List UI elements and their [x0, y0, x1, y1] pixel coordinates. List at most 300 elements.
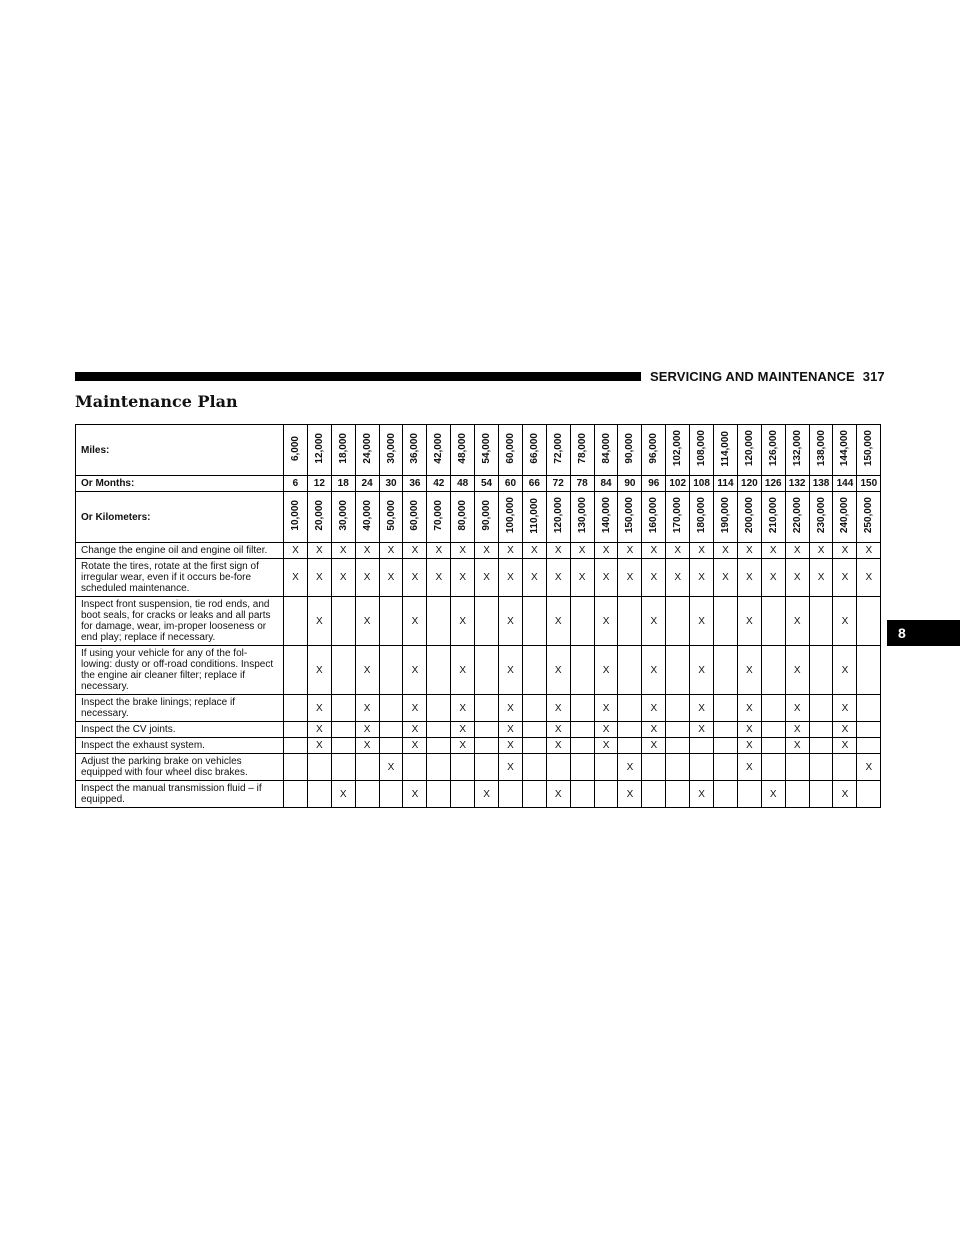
miles-value: 18,000	[337, 433, 349, 464]
header-rule	[75, 372, 641, 381]
service-mark: X	[737, 695, 761, 722]
service-row	[76, 738, 881, 754]
service-mark	[666, 738, 690, 754]
miles-cell	[833, 425, 857, 476]
miles-cell	[809, 425, 833, 476]
service-mark: X	[307, 646, 331, 695]
kilometers-cell	[833, 492, 857, 543]
service-mark: X	[355, 597, 379, 646]
service-mark	[307, 781, 331, 808]
kilometers-header-row	[76, 492, 881, 543]
service-mark	[809, 695, 833, 722]
service-mark	[666, 695, 690, 722]
kilometers-value: 80,000	[457, 500, 469, 531]
service-mark	[809, 722, 833, 738]
service-mark: X	[690, 781, 714, 808]
service-mark	[331, 695, 355, 722]
miles-value: 12,000	[313, 433, 325, 464]
service-mark: X	[690, 543, 714, 559]
service-mark: X	[642, 695, 666, 722]
service-mark	[427, 695, 451, 722]
service-mark: X	[307, 597, 331, 646]
miles-value: 30,000	[385, 433, 397, 464]
service-mark	[785, 781, 809, 808]
service-mark	[331, 722, 355, 738]
service-mark	[331, 754, 355, 781]
service-mark: X	[642, 738, 666, 754]
service-mark: X	[737, 738, 761, 754]
service-mark	[284, 597, 308, 646]
service-item-label: Inspect the CV joints.	[76, 722, 284, 738]
service-mark: X	[522, 543, 546, 559]
service-mark	[355, 781, 379, 808]
service-mark	[857, 695, 881, 722]
service-mark	[307, 754, 331, 781]
miles-cell	[427, 425, 451, 476]
months-value: 114	[714, 476, 738, 492]
service-mark: X	[618, 754, 642, 781]
service-mark	[427, 781, 451, 808]
service-mark: X	[499, 738, 523, 754]
kilometers-cell	[475, 492, 499, 543]
kilometers-value: 100,000	[504, 497, 516, 534]
kilometers-value: 90,000	[481, 500, 493, 531]
miles-cell	[284, 425, 308, 476]
service-mark	[379, 781, 403, 808]
service-mark	[809, 754, 833, 781]
service-mark: X	[833, 559, 857, 597]
service-mark	[594, 781, 618, 808]
service-mark: X	[690, 722, 714, 738]
service-mark	[522, 646, 546, 695]
service-mark: X	[355, 543, 379, 559]
miles-cell	[451, 425, 475, 476]
months-value: 72	[546, 476, 570, 492]
miles-value: 144,000	[839, 430, 851, 467]
service-mark	[666, 646, 690, 695]
kilometers-value: 60,000	[409, 500, 421, 531]
months-label: Or Months:	[76, 476, 284, 492]
service-mark: X	[355, 695, 379, 722]
kilometers-cell	[809, 492, 833, 543]
service-mark: X	[546, 738, 570, 754]
service-mark: X	[833, 695, 857, 722]
service-mark	[761, 754, 785, 781]
kilometers-cell	[666, 492, 690, 543]
service-mark	[714, 781, 738, 808]
months-value: 150	[857, 476, 881, 492]
service-mark	[522, 695, 546, 722]
kilometers-value: 240,000	[839, 497, 851, 534]
kilometers-cell	[284, 492, 308, 543]
months-value: 78	[570, 476, 594, 492]
service-mark	[451, 754, 475, 781]
service-mark	[427, 722, 451, 738]
maintenance-plan-table	[75, 424, 881, 808]
service-mark	[427, 646, 451, 695]
miles-value: 24,000	[361, 433, 373, 464]
service-mark	[666, 754, 690, 781]
kilometers-value: 160,000	[648, 497, 660, 534]
service-mark: X	[546, 695, 570, 722]
miles-value: 36,000	[409, 433, 421, 464]
months-value: 120	[737, 476, 761, 492]
kilometers-value: 220,000	[791, 497, 803, 534]
kilometers-value: 30,000	[337, 500, 349, 531]
service-mark	[761, 722, 785, 738]
service-mark	[427, 597, 451, 646]
miles-value: 78,000	[576, 433, 588, 464]
service-mark: X	[785, 597, 809, 646]
service-mark: X	[307, 722, 331, 738]
service-mark: X	[690, 695, 714, 722]
service-mark: X	[785, 738, 809, 754]
service-mark	[666, 597, 690, 646]
service-item-label: Change the engine oil and engine oil filter.	[76, 543, 284, 559]
service-mark: X	[331, 781, 355, 808]
service-mark	[379, 646, 403, 695]
service-mark: X	[475, 781, 499, 808]
service-mark	[761, 695, 785, 722]
service-mark	[833, 754, 857, 781]
months-header-row	[76, 476, 881, 492]
kilometers-cell	[546, 492, 570, 543]
service-item-label: Inspect the brake linings; replace if necessary.	[76, 695, 284, 722]
service-mark: X	[833, 738, 857, 754]
service-mark: X	[451, 695, 475, 722]
months-value: 30	[379, 476, 403, 492]
service-mark: X	[403, 695, 427, 722]
service-mark: X	[355, 646, 379, 695]
service-mark: X	[690, 597, 714, 646]
service-mark	[546, 754, 570, 781]
service-mark: X	[403, 646, 427, 695]
service-mark	[618, 695, 642, 722]
service-mark	[379, 722, 403, 738]
miles-value: 66,000	[528, 433, 540, 464]
service-mark: X	[427, 559, 451, 597]
service-mark: X	[570, 559, 594, 597]
miles-header-row	[76, 425, 881, 476]
miles-value: 120,000	[743, 430, 755, 467]
months-value: 126	[761, 476, 785, 492]
service-mark: X	[355, 559, 379, 597]
kilometers-cell	[379, 492, 403, 543]
miles-cell	[642, 425, 666, 476]
service-mark: X	[594, 695, 618, 722]
service-mark: X	[690, 646, 714, 695]
service-mark	[642, 781, 666, 808]
service-mark: X	[785, 695, 809, 722]
service-mark: X	[499, 559, 523, 597]
service-mark: X	[403, 559, 427, 597]
service-mark: X	[499, 754, 523, 781]
service-mark: X	[451, 646, 475, 695]
service-row	[76, 722, 881, 738]
miles-cell	[761, 425, 785, 476]
service-mark: X	[284, 559, 308, 597]
service-mark	[475, 738, 499, 754]
service-mark: X	[451, 597, 475, 646]
kilometers-value: 40,000	[361, 500, 373, 531]
service-mark	[570, 722, 594, 738]
service-mark: X	[594, 597, 618, 646]
months-value: 132	[785, 476, 809, 492]
kilometers-label: Or Kilometers:	[76, 492, 284, 543]
kilometers-cell	[690, 492, 714, 543]
service-mark: X	[403, 738, 427, 754]
service-mark: X	[379, 543, 403, 559]
service-mark	[642, 754, 666, 781]
service-mark	[570, 597, 594, 646]
months-value: 18	[331, 476, 355, 492]
miles-cell	[594, 425, 618, 476]
service-mark	[666, 722, 690, 738]
months-value: 84	[594, 476, 618, 492]
kilometers-value: 120,000	[552, 497, 564, 534]
miles-cell	[666, 425, 690, 476]
service-mark	[570, 646, 594, 695]
service-mark: X	[761, 781, 785, 808]
service-mark: X	[737, 559, 761, 597]
page-number: 317	[862, 369, 885, 384]
kilometers-value: 20,000	[313, 500, 325, 531]
service-mark	[737, 781, 761, 808]
service-mark: X	[857, 754, 881, 781]
service-mark: X	[499, 597, 523, 646]
kilometers-cell	[570, 492, 594, 543]
service-mark	[379, 738, 403, 754]
service-mark	[714, 722, 738, 738]
service-mark	[618, 722, 642, 738]
service-mark	[522, 738, 546, 754]
service-mark	[594, 754, 618, 781]
service-mark: X	[475, 543, 499, 559]
miles-cell	[522, 425, 546, 476]
miles-value: 138,000	[815, 430, 827, 467]
service-mark	[666, 781, 690, 808]
service-mark: X	[785, 559, 809, 597]
running-header	[650, 369, 885, 384]
service-mark: X	[833, 646, 857, 695]
service-mark: X	[833, 597, 857, 646]
kilometers-cell	[785, 492, 809, 543]
service-mark	[284, 754, 308, 781]
service-mark: X	[737, 722, 761, 738]
service-mark: X	[594, 738, 618, 754]
service-item-label: Inspect the manual transmission fluid – if equipped.	[76, 781, 284, 808]
service-row	[76, 646, 881, 695]
service-mark	[809, 646, 833, 695]
service-mark: X	[522, 559, 546, 597]
miles-value: 42,000	[433, 433, 445, 464]
service-mark	[355, 754, 379, 781]
miles-value: 150,000	[863, 430, 875, 467]
kilometers-value: 10,000	[289, 500, 301, 531]
service-mark: X	[737, 597, 761, 646]
service-mark	[451, 781, 475, 808]
kilometers-value: 180,000	[696, 497, 708, 534]
kilometers-cell	[761, 492, 785, 543]
section-title: SERVICING AND MAINTENANCE	[650, 369, 855, 384]
miles-cell	[355, 425, 379, 476]
service-mark: X	[594, 646, 618, 695]
months-value: 12	[307, 476, 331, 492]
miles-value: 96,000	[648, 433, 660, 464]
service-mark	[714, 646, 738, 695]
service-mark	[331, 738, 355, 754]
service-mark	[570, 695, 594, 722]
kilometers-value: 70,000	[433, 500, 445, 531]
service-mark	[522, 754, 546, 781]
service-mark: X	[642, 543, 666, 559]
service-mark: X	[546, 543, 570, 559]
service-mark: X	[737, 543, 761, 559]
kilometers-value: 140,000	[600, 497, 612, 534]
kilometers-cell	[594, 492, 618, 543]
miles-cell	[785, 425, 809, 476]
service-mark: X	[714, 543, 738, 559]
service-row	[76, 597, 881, 646]
service-mark	[475, 722, 499, 738]
service-item-label: Inspect the exhaust system.	[76, 738, 284, 754]
months-value: 6	[284, 476, 308, 492]
service-row	[76, 559, 881, 597]
service-mark: X	[379, 559, 403, 597]
service-mark: X	[594, 543, 618, 559]
service-mark: X	[355, 722, 379, 738]
service-mark: X	[785, 646, 809, 695]
service-mark: X	[546, 646, 570, 695]
miles-cell	[737, 425, 761, 476]
service-mark: X	[690, 559, 714, 597]
service-mark: X	[618, 559, 642, 597]
service-mark	[570, 738, 594, 754]
service-mark	[809, 597, 833, 646]
miles-cell	[499, 425, 523, 476]
service-mark	[522, 781, 546, 808]
service-mark	[857, 722, 881, 738]
service-mark: X	[642, 646, 666, 695]
service-mark: X	[857, 559, 881, 597]
service-mark	[379, 695, 403, 722]
miles-cell	[331, 425, 355, 476]
kilometers-cell	[642, 492, 666, 543]
service-mark	[618, 646, 642, 695]
service-mark: X	[403, 543, 427, 559]
kilometers-cell	[714, 492, 738, 543]
months-value: 54	[475, 476, 499, 492]
service-mark: X	[403, 597, 427, 646]
service-mark	[331, 646, 355, 695]
service-mark: X	[307, 738, 331, 754]
service-mark	[522, 597, 546, 646]
service-mark: X	[427, 543, 451, 559]
service-mark	[714, 754, 738, 781]
miles-value: 54,000	[481, 433, 493, 464]
kilometers-cell	[331, 492, 355, 543]
miles-label: Miles:	[76, 425, 284, 476]
service-mark	[427, 754, 451, 781]
kilometers-cell	[403, 492, 427, 543]
service-item-label: Rotate the tires, rotate at the first sign of irregular wear, even if it occurs be-fore scheduled maintenance.	[76, 559, 284, 597]
service-mark: X	[284, 543, 308, 559]
kilometers-cell	[522, 492, 546, 543]
service-mark	[714, 597, 738, 646]
miles-value: 126,000	[767, 430, 779, 467]
service-mark	[714, 738, 738, 754]
kilometers-value: 170,000	[672, 497, 684, 534]
service-mark: X	[307, 559, 331, 597]
service-mark: X	[594, 559, 618, 597]
service-mark	[857, 738, 881, 754]
page-title: Maintenance Plan	[75, 392, 238, 411]
service-mark: X	[403, 722, 427, 738]
service-mark	[809, 738, 833, 754]
service-item-label: Inspect front suspension, tie rod ends, and boot seals, for cracks or leaks and all parts for damage, wear, im-proper looseness or end play; replace if necessary.	[76, 597, 284, 646]
kilometers-value: 200,000	[743, 497, 755, 534]
service-mark: X	[737, 754, 761, 781]
kilometers-cell	[618, 492, 642, 543]
months-value: 138	[809, 476, 833, 492]
service-mark	[761, 646, 785, 695]
service-mark	[284, 722, 308, 738]
kilometers-value: 190,000	[719, 497, 731, 534]
service-mark	[379, 597, 403, 646]
kilometers-cell	[857, 492, 881, 543]
service-mark	[618, 597, 642, 646]
kilometers-cell	[737, 492, 761, 543]
service-mark: X	[809, 543, 833, 559]
service-mark	[331, 597, 355, 646]
service-row	[76, 543, 881, 559]
service-mark: X	[546, 722, 570, 738]
service-mark: X	[666, 559, 690, 597]
service-mark	[499, 781, 523, 808]
service-mark	[403, 754, 427, 781]
chapter-tab: 8	[887, 620, 960, 646]
service-mark	[284, 646, 308, 695]
miles-cell	[570, 425, 594, 476]
service-mark	[475, 754, 499, 781]
kilometers-value: 130,000	[576, 497, 588, 534]
service-mark	[522, 722, 546, 738]
service-mark	[475, 695, 499, 722]
service-mark: X	[379, 754, 403, 781]
service-mark: X	[785, 543, 809, 559]
service-row	[76, 754, 881, 781]
miles-cell	[714, 425, 738, 476]
kilometers-value: 50,000	[385, 500, 397, 531]
service-mark	[785, 754, 809, 781]
months-value: 144	[833, 476, 857, 492]
service-mark: X	[642, 597, 666, 646]
service-mark	[761, 597, 785, 646]
service-mark: X	[546, 597, 570, 646]
service-mark: X	[618, 543, 642, 559]
service-mark: X	[857, 543, 881, 559]
service-mark: X	[307, 695, 331, 722]
miles-cell	[379, 425, 403, 476]
miles-cell	[475, 425, 499, 476]
service-mark	[475, 646, 499, 695]
service-mark	[570, 754, 594, 781]
miles-value: 102,000	[672, 430, 684, 467]
service-mark	[857, 646, 881, 695]
service-mark	[475, 597, 499, 646]
service-row	[76, 781, 881, 808]
service-mark: X	[307, 543, 331, 559]
